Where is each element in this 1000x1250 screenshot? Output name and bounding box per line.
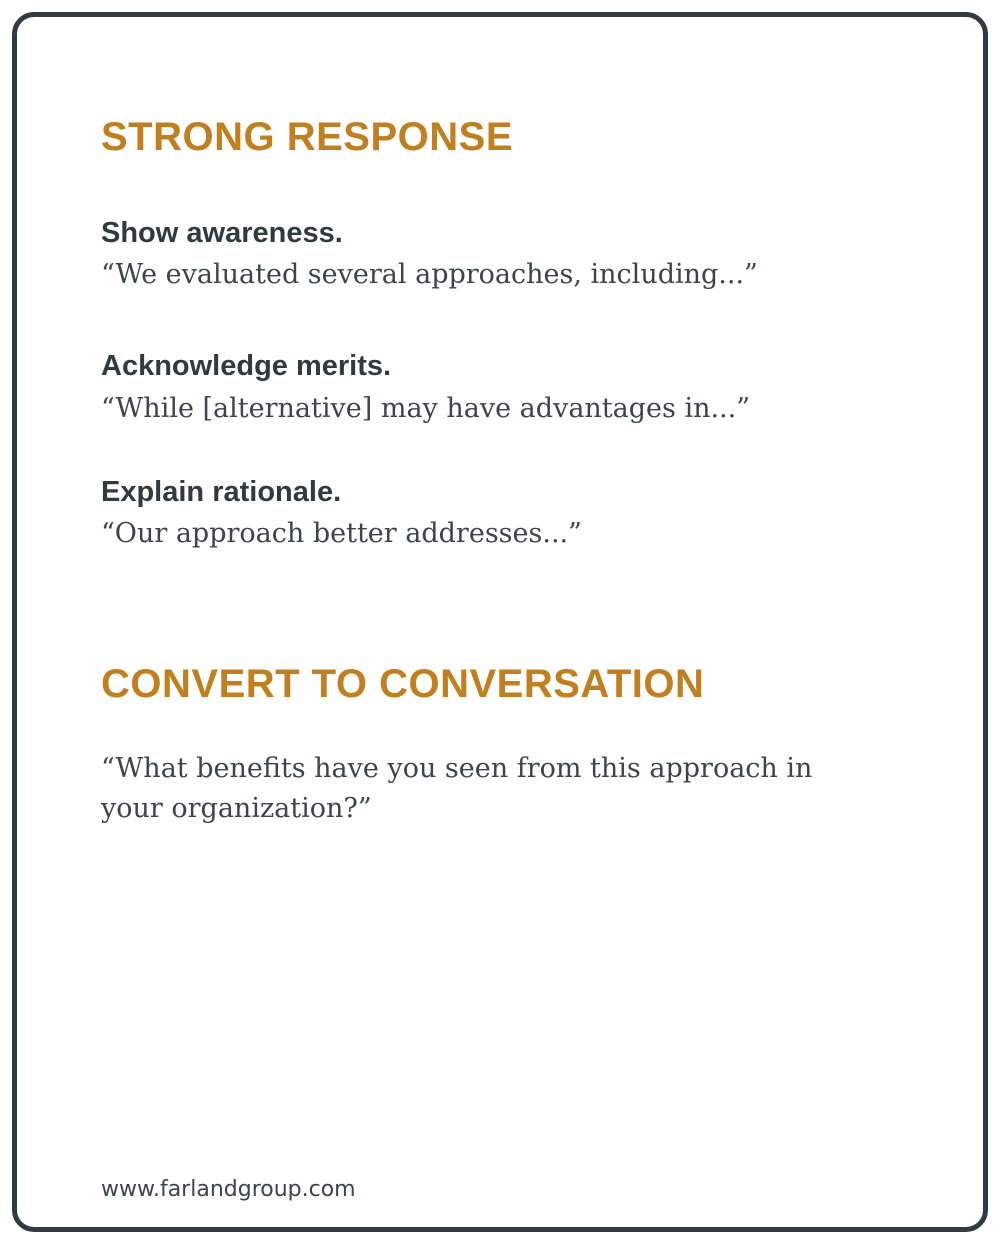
- item-title-explain-rationale: Explain rationale.: [101, 476, 342, 508]
- convert-heading: CONVERT TO CONVERSATION: [101, 662, 705, 706]
- strong-response-heading: STRONG RESPONSE: [101, 115, 514, 159]
- item-title-show-awareness: Show awareness.: [101, 217, 343, 249]
- item-quote-explain-rationale: “Our approach better addresses...”: [101, 518, 582, 549]
- footer-url: www.farlandgroup.com: [101, 1177, 356, 1202]
- content-card: [12, 12, 988, 1232]
- item-quote-show-awareness: “We evaluated several approaches, including...”: [101, 259, 758, 290]
- item-quote-acknowledge-merits: “While [alternative] may have advantages in...”: [101, 393, 751, 424]
- convert-quote: “What benefits have you seen from this approach in your organization?”: [101, 753, 813, 824]
- item-title-acknowledge-merits: Acknowledge merits.: [101, 350, 392, 382]
